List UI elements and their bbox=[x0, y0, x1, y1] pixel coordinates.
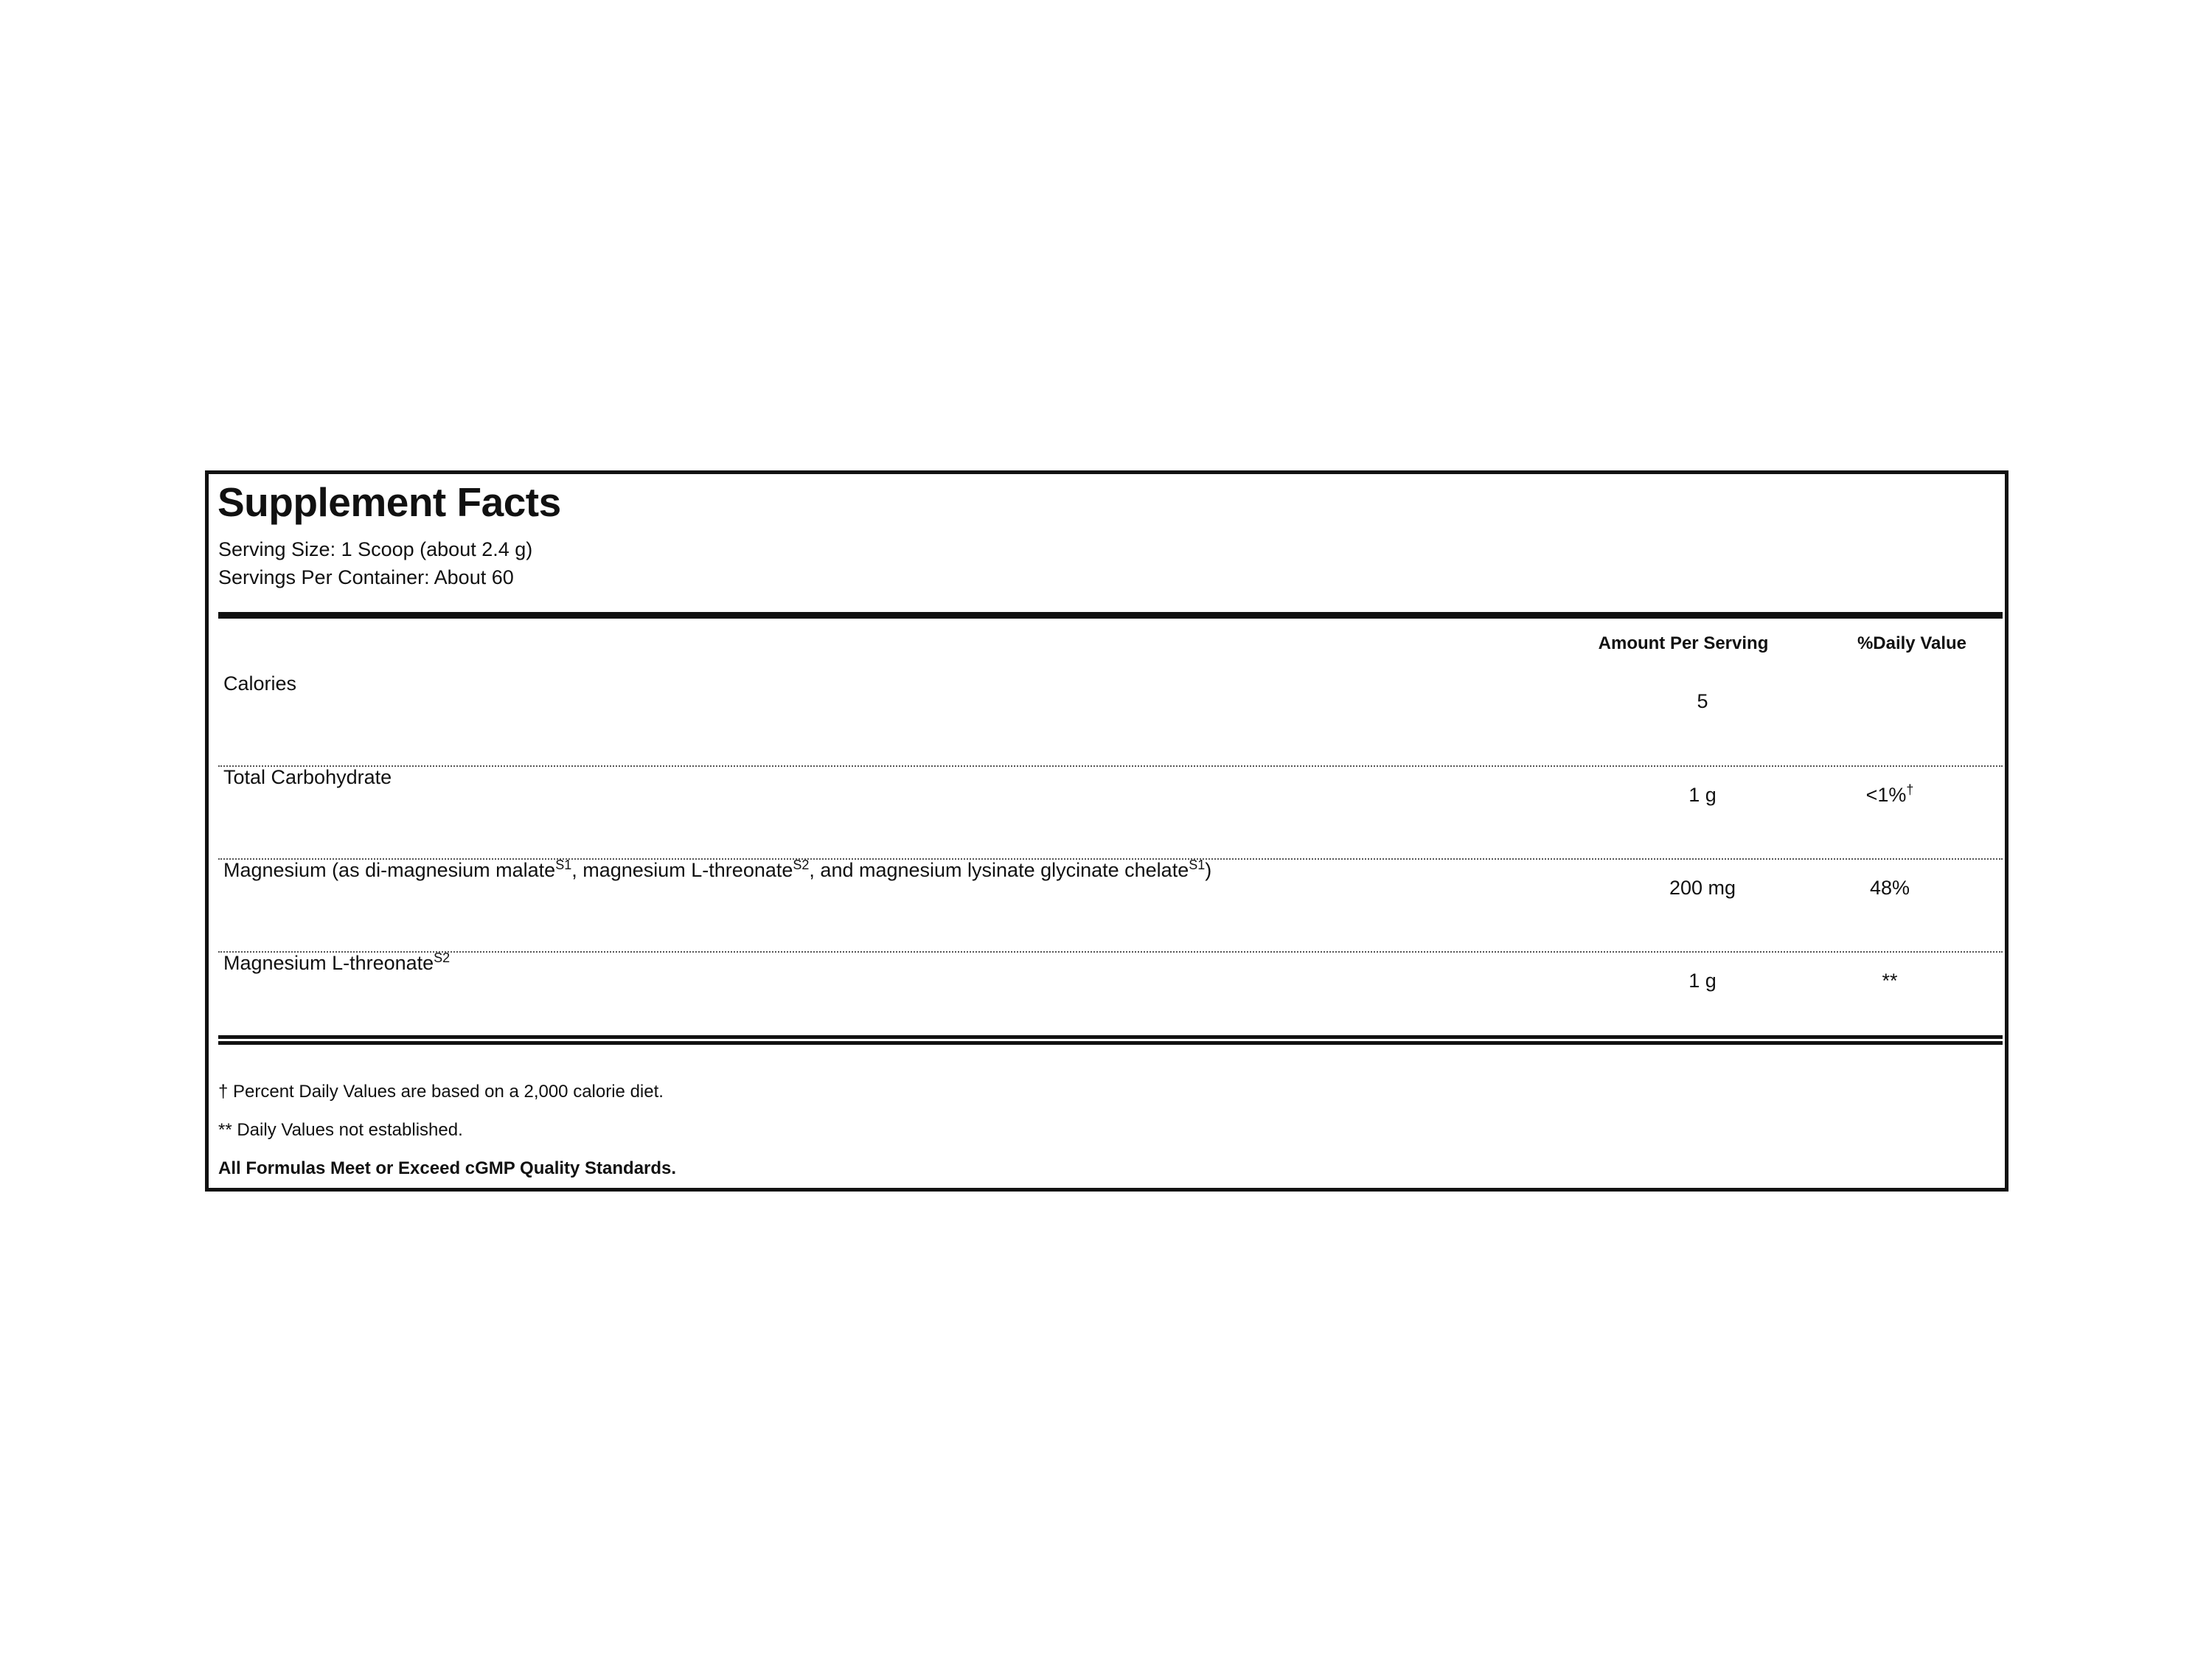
nutrient-daily-value: 48% bbox=[1869, 877, 1910, 899]
name-text: , magnesium L-threonate bbox=[571, 859, 793, 881]
nutrient-daily-value: ** bbox=[1882, 970, 1898, 992]
name-text: Magnesium L-threonate bbox=[223, 952, 434, 974]
column-header-daily-value: %Daily Value bbox=[1857, 633, 1967, 653]
bottom-rule-upper bbox=[218, 1035, 2003, 1039]
column-header-amount: Amount Per Serving bbox=[1598, 633, 1769, 653]
nutrient-amount: 1 g bbox=[1688, 970, 1717, 992]
source-superscript: S1 bbox=[555, 858, 572, 872]
nutrient-row-magnesium-l-threonate bbox=[218, 934, 2003, 1026]
nutrient-amount: 5 bbox=[1697, 690, 1708, 712]
nutrient-row-total-carbohydrate bbox=[218, 748, 2003, 841]
daily-value-text: <1% bbox=[1865, 784, 1907, 806]
serving-size: Serving Size: 1 Scoop (about 2.4 g) bbox=[218, 538, 533, 560]
footnote-not-established: ** Daily Values not established. bbox=[218, 1120, 463, 1140]
nutrient-row-calories bbox=[218, 655, 2003, 747]
nutrient-amount: 200 mg bbox=[1669, 877, 1736, 899]
footnote-daily-value-basis: † Percent Daily Values are based on a 2,000 calorie diet. bbox=[218, 1082, 664, 1102]
bottom-rule-lower bbox=[218, 1041, 2003, 1045]
source-superscript: S1 bbox=[1189, 858, 1206, 872]
nutrient-name: Total Carbohydrate bbox=[223, 766, 392, 788]
supplement-facts-panel bbox=[205, 470, 2008, 1192]
nutrient-name bbox=[223, 952, 450, 975]
nutrient-row-magnesium bbox=[218, 841, 2003, 933]
nutrient-name bbox=[223, 859, 1211, 882]
dagger-mark: † bbox=[1906, 782, 1914, 797]
servings-per-container: Servings Per Container: About 60 bbox=[218, 566, 514, 588]
name-text: ) bbox=[1205, 859, 1212, 881]
source-superscript: S2 bbox=[793, 858, 810, 872]
top-thick-rule bbox=[218, 612, 2003, 619]
nutrient-name: Calories bbox=[223, 672, 297, 695]
source-superscript: S2 bbox=[434, 950, 451, 965]
footnote-quality-standards: All Formulas Meet or Exceed cGMP Quality Standards. bbox=[218, 1158, 677, 1178]
nutrient-daily-value bbox=[1801, 784, 1978, 807]
panel-title: Supplement Facts bbox=[218, 479, 561, 525]
name-text: , and magnesium lysinate glycinate chelate bbox=[809, 859, 1189, 881]
nutrient-amount: 1 g bbox=[1688, 784, 1717, 806]
name-text: Magnesium (as di-magnesium malate bbox=[223, 859, 556, 881]
